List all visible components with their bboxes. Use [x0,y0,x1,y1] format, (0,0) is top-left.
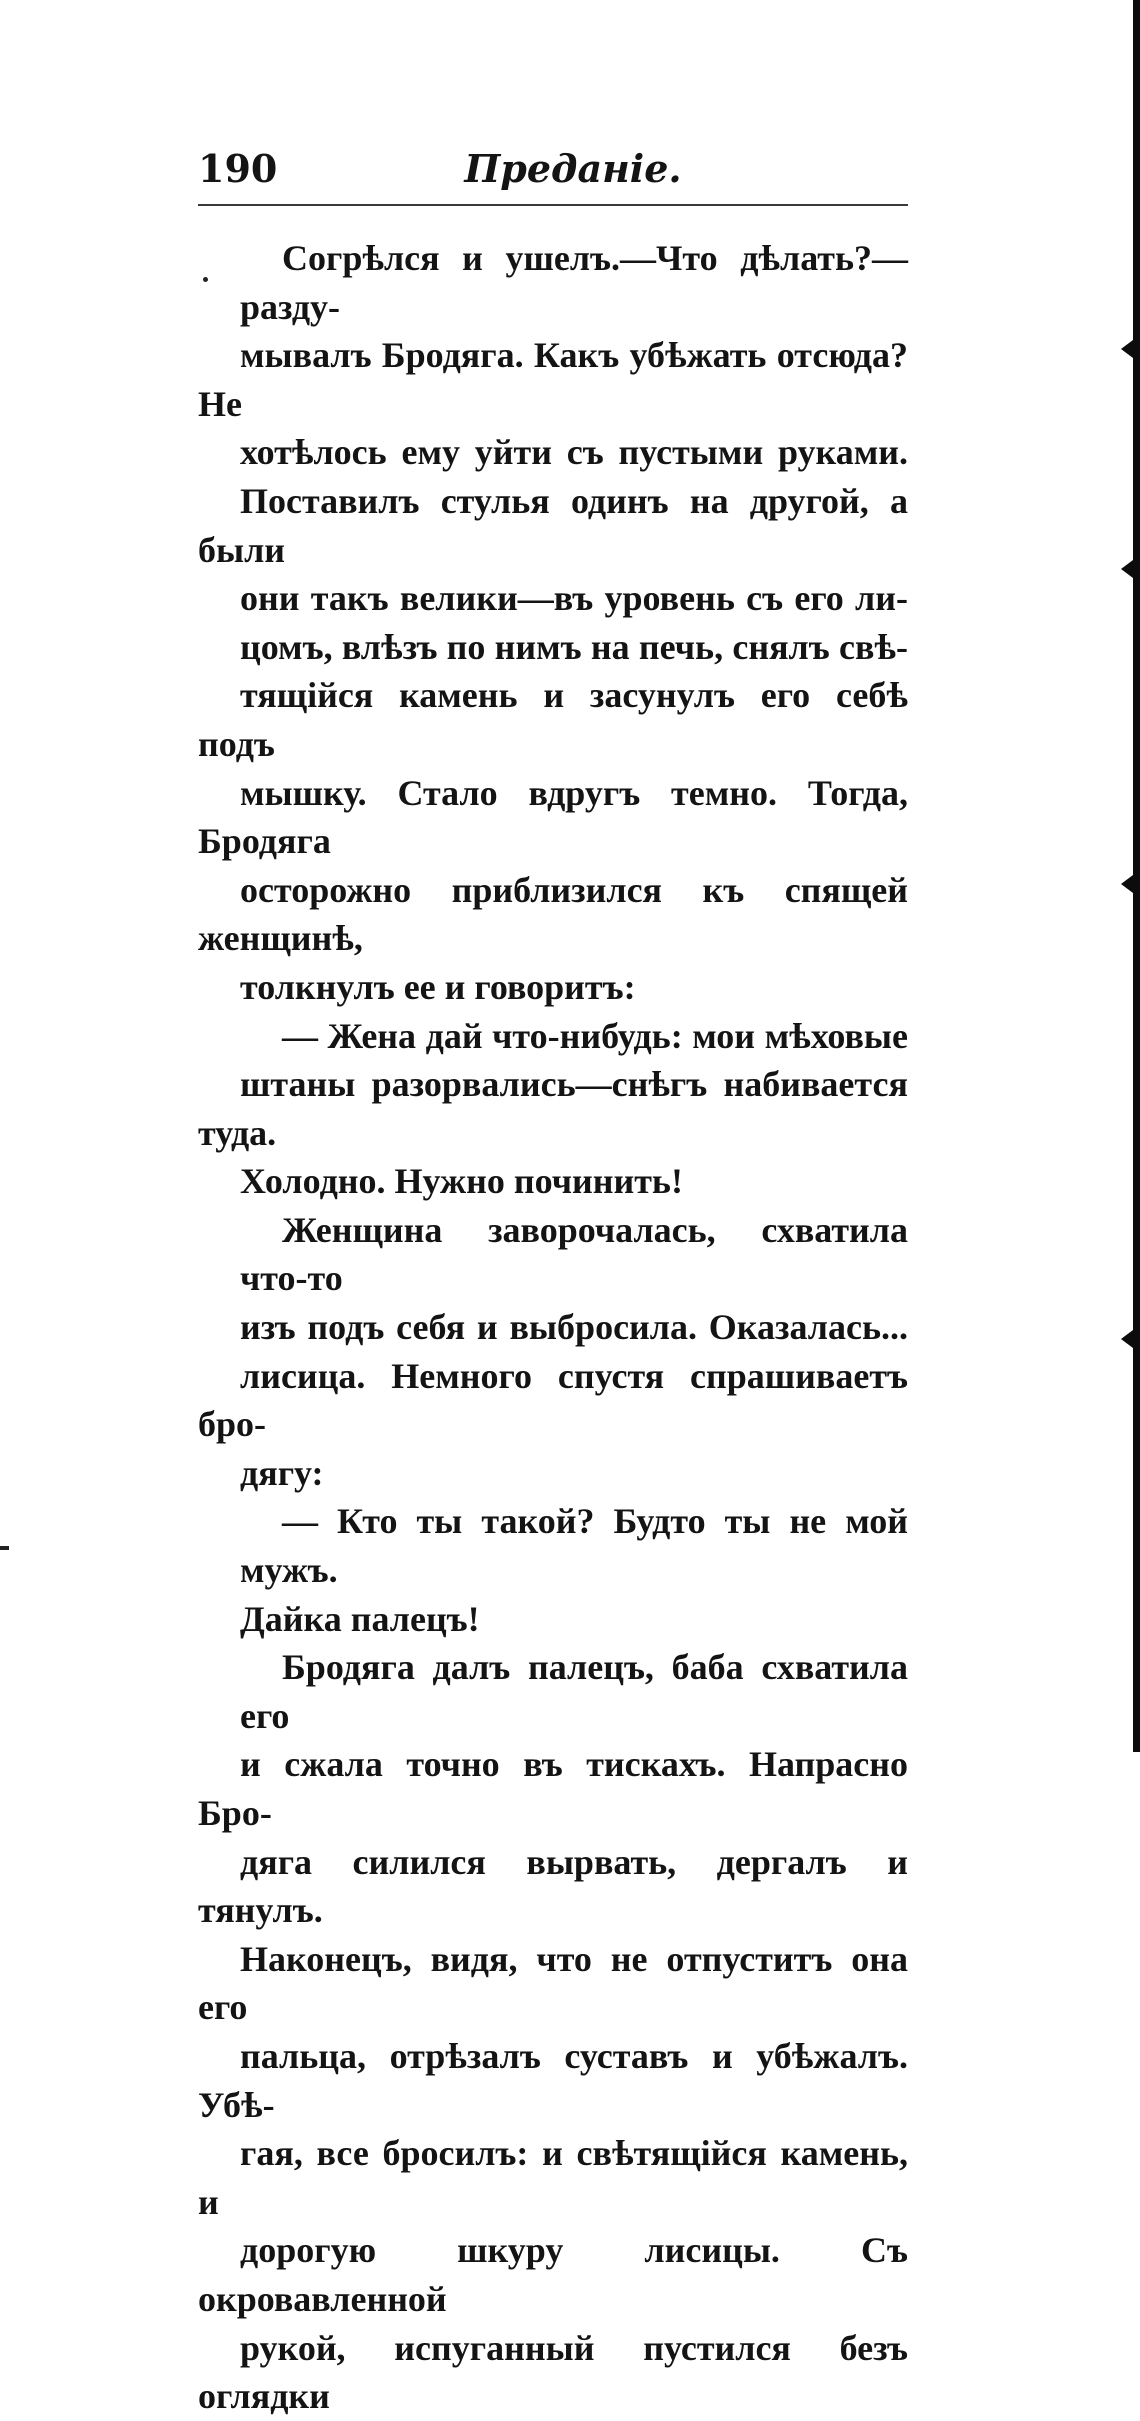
text-line: дяга силился вырвать, дергалъ и тянулъ. [198,1841,908,1931]
text-line: пальца, отрѣзалъ суставъ и убѣжалъ. Убѣ- [198,2035,908,2125]
edge-notch [1121,340,1133,358]
edge-notch [1121,875,1133,893]
text-line: Дайка палецъ! [240,1598,480,1639]
text-line: они такъ велики—въ уровень съ его ли- [240,578,908,619]
page-header [198,140,908,198]
text-line: штаны разорвались—снѣгъ набивается туда. [198,1064,908,1153]
text-line: Бродяга далъ палецъ, баба схватила его [240,1647,908,1736]
text-line: толкнулъ ее и говоритъ: [240,966,636,1007]
text-line: лисица. Немного спустя спрашиваетъ бро- [198,1355,908,1445]
body-text [198,234,908,2421]
text-line: осторожно приблизился къ спящей женщинѣ, [198,869,908,959]
paragraph-5 [198,1643,908,2421]
text-line: мывалъ Бродяга. Какъ убѣжать отсюда? Не [198,335,908,424]
text-line: — Кто ты такой? Будто ты не мой мужъ. [240,1501,908,1591]
text-line: хотѣлось ему уйти съ пустыми руками. [240,432,908,473]
paragraph-2 [198,1012,908,1206]
text-line: изъ подъ себя и выбросила. Оказалась... [240,1307,908,1348]
paragraph-4 [198,1497,908,1643]
scan-speck [203,277,208,282]
text-line: Поставилъ стулья одинъ на другой, а были [198,480,908,570]
header-rule [198,204,908,206]
text-line: — Жена дай что-нибудь: мои мѣховые [282,1015,908,1056]
text-line: Женщина заворочалась, схватила что-то [240,1209,908,1299]
text-line: тящійся камень и засунулъ его себѣ подъ [198,675,908,764]
page-edge-shadow [1133,0,1140,1752]
text-line: и сжала точно въ тискахъ. Напрасно Бро- [198,1744,908,1833]
text-line: дягу: [240,1452,324,1493]
edge-notch [1121,1330,1133,1348]
text-line: рукой, испуганный пустился безъ оглядки [198,2327,908,2417]
text-line: гая, все бросилъ: и свѣтящійся камень, и [198,2133,908,2222]
text-line: Холодно. Нужно починить! [240,1161,683,1202]
paragraph-3 [198,1206,908,1498]
text-line: дорогую шкуру лисицы. Съ окровавленной [198,2230,908,2319]
text-line: цомъ, влѣзъ по нимъ на печь, снялъ свѣ- [240,626,908,667]
scan-speck [0,1546,9,1550]
text-line: мышку. Стало вдругъ темно. Тогда, Бродяга [198,772,908,862]
edge-notch [1121,560,1133,578]
page-number: 190 [198,146,278,191]
paragraph-1 [198,234,908,1012]
text-line: Наконецъ, видя, что не отпуститъ она его [198,1938,908,2028]
text-line: Согрѣлся и ушелъ.—Что дѣлать?—разду- [240,238,908,327]
running-title: Преданіе. [464,146,682,191]
book-page [198,140,908,2421]
